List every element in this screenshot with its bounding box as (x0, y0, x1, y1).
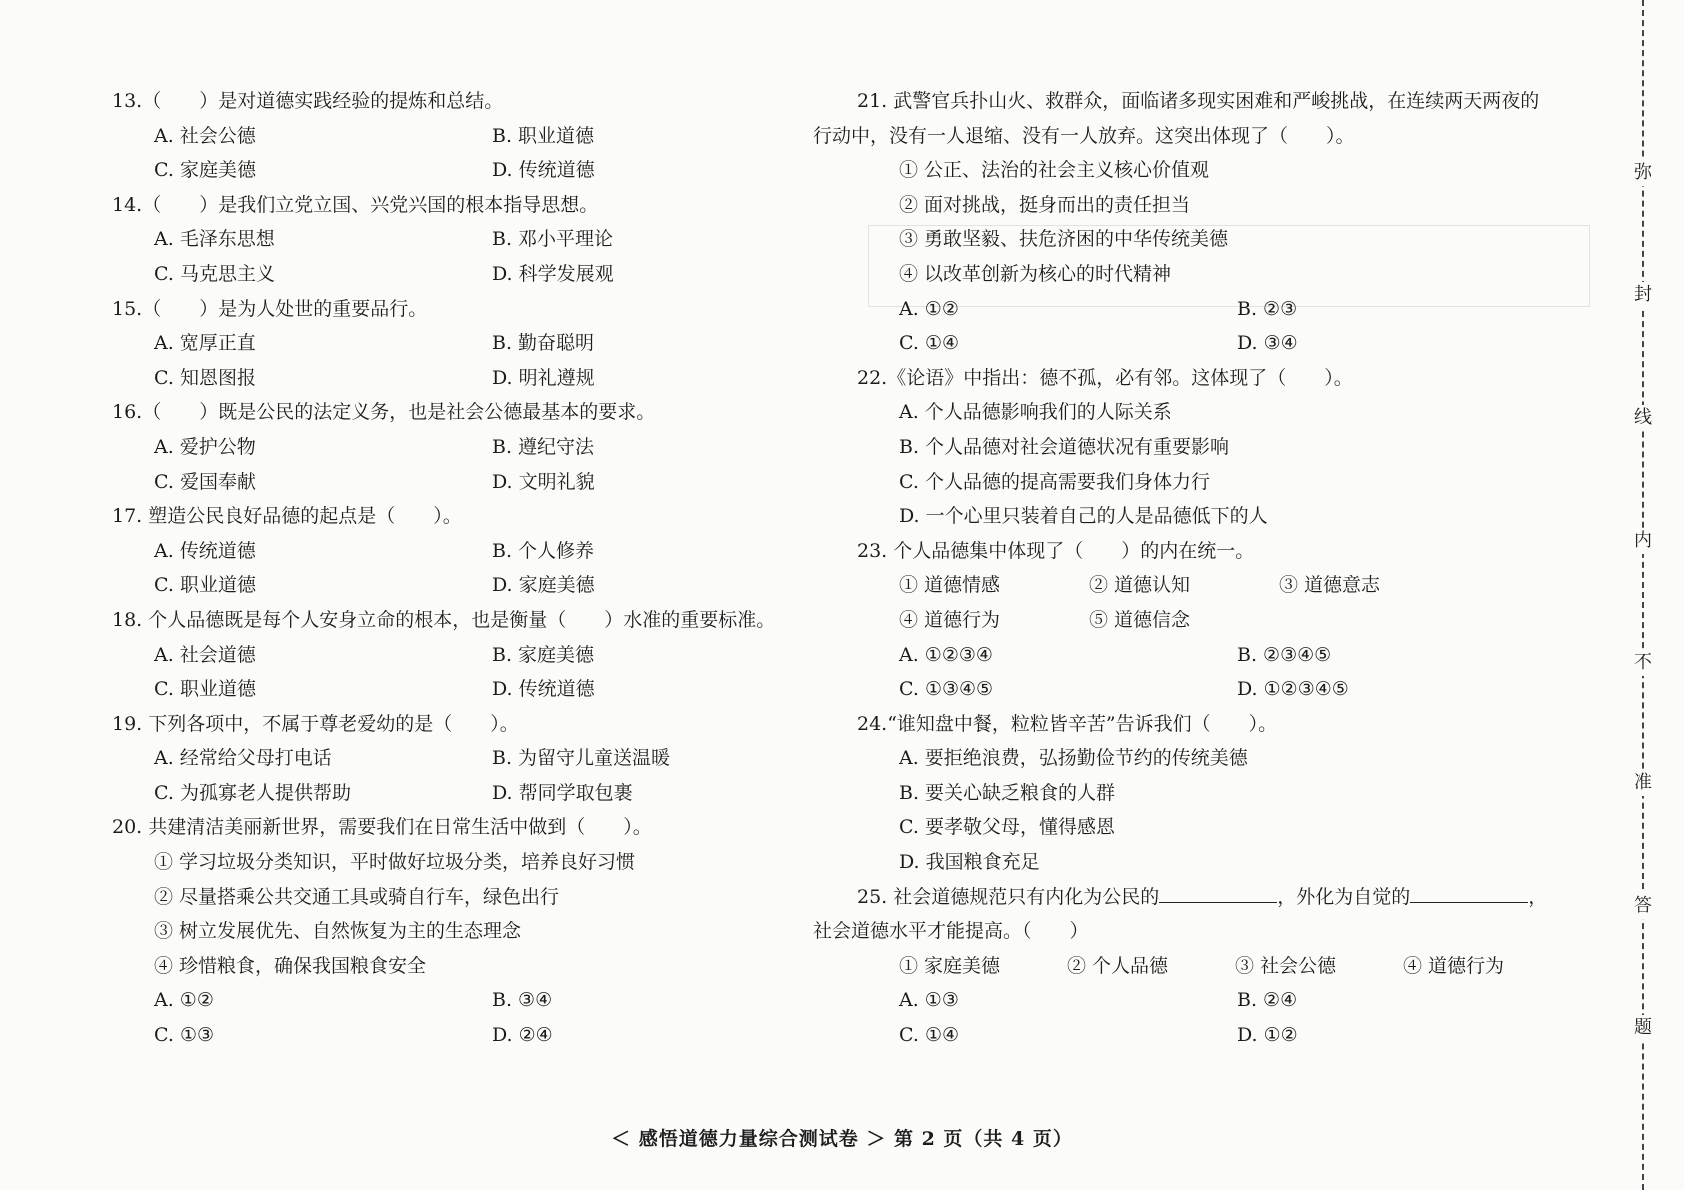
binding-char: 线 (1630, 405, 1656, 431)
question-stem: 16.（ ）既是公民的法定义务，也是社会公德最基本的要求。 (112, 401, 656, 424)
option-d: D. 家庭美德 (492, 574, 595, 597)
question-stem: 19. 下列各项中，不属于尊老爱幼的是（ ）。 (112, 712, 519, 735)
question-stem-continued: 社会道德水平才能提高。（ ） (813, 920, 1089, 943)
binding-char: 不 (1630, 650, 1656, 676)
question-17 (112, 499, 802, 603)
question-16 (112, 395, 802, 499)
option-c: C. 爱国奉献 (154, 470, 256, 493)
option-c: C. ①④ (899, 1024, 960, 1047)
question-stem: 20. 共建清洁美丽新世界，需要我们在日常生活中做到（ ）。 (112, 816, 652, 839)
option-a: A. 传统道德 (154, 539, 256, 562)
option-b: B. ②③④⑤ (1237, 643, 1332, 666)
question-stem: 21. 武警官兵扑山火、救群众，面临诸多现实困难和严峻挑战，在连续两天两夜的 (857, 90, 1540, 112)
binding-char: 题 (1630, 1015, 1656, 1041)
question-stem: 24.“谁知盘中餐，粒粒皆辛苦”告诉我们（ ）。 (857, 712, 1278, 735)
statement-4: ④ 道德行为 (1403, 954, 1505, 977)
option-d: D. 我国粮食充足 (899, 851, 1040, 874)
page-footer: ＜ 感悟道德力量综合测试卷 ＞ 第 2 页（共 4 页） (611, 1128, 1073, 1150)
option-c: C. 知恩图报 (154, 366, 256, 389)
question-19 (112, 707, 802, 811)
binding-char: 准 (1630, 770, 1656, 796)
option-c: C. 为孤寡老人提供帮助 (154, 781, 351, 804)
statement-4: ④ 珍惜粮食，确保我国粮食安全 (154, 954, 427, 977)
statement-5: ⑤ 道德信念 (1089, 608, 1191, 631)
option-b: B. ②③ (1237, 297, 1298, 320)
binding-margin (1604, 0, 1684, 1190)
option-a: A. ①②③④ (899, 643, 993, 666)
option-a: A. ①② (154, 989, 214, 1012)
question-stem: 22.《论语》中指出：德不孤，必有邻。这体现了（ ）。 (857, 366, 1353, 389)
question-stem: 17. 塑造公民良好品德的起点是（ ）。 (112, 505, 462, 528)
option-b: B. 家庭美德 (492, 643, 595, 666)
question-stem: 18. 个人品德既是每个人安身立命的根本，也是衡量（ ）水准的重要标准。 (112, 608, 776, 631)
statement-1: ① 学习垃圾分类知识，平时做好垃圾分类，培养良好习惯 (154, 851, 636, 874)
statement-4: ④ 以改革创新为核心的时代精神 (899, 262, 1172, 285)
statement-3: ③ 勇敢坚毅、扶危济困的中华传统美德 (899, 228, 1229, 251)
option-c: C. 职业道德 (154, 574, 256, 597)
question-stem: 23. 个人品德集中体现了（ ）的内在统一。 (857, 539, 1255, 562)
statement-2: ② 尽量搭乘公共交通工具或骑自行车，绿色出行 (154, 885, 560, 908)
binding-char: 答 (1630, 893, 1656, 919)
option-a: A. 爱护公物 (154, 435, 256, 458)
question-23 (857, 534, 1607, 707)
option-d: D. ②④ (492, 1024, 553, 1047)
option-b: B. 遵纪守法 (492, 435, 595, 458)
option-c: C. ①③④⑤ (899, 678, 994, 701)
left-column (112, 84, 802, 1053)
option-c: C. ①④ (899, 332, 960, 355)
binding-char: 弥 (1630, 160, 1656, 186)
question-24 (857, 707, 1607, 880)
option-d: D. 帮同学取包裹 (492, 781, 633, 804)
option-d: D. 传统道德 (492, 678, 595, 701)
option-a: A. 社会公德 (154, 124, 256, 147)
statement-2: ② 面对挑战，挺身而出的责任担当 (899, 193, 1191, 216)
statement-4: ④ 道德行为 (899, 608, 1001, 631)
statement-3: ③ 道德意志 (1279, 574, 1381, 597)
option-a: A. ①② (899, 297, 959, 320)
option-c: C. 马克思主义 (154, 262, 275, 285)
question-stem: 13.（ ）是对道德实践经验的提炼和总结。 (112, 90, 504, 112)
option-a: A. 要拒绝浪费，弘扬勤俭节约的传统美德 (899, 747, 1248, 770)
option-d: D. 传统道德 (492, 159, 595, 182)
option-d: D. ①② (1237, 1024, 1298, 1047)
question-14 (112, 188, 802, 292)
question-20 (112, 810, 802, 1052)
option-a: A. 宽厚正直 (154, 332, 256, 355)
question-22 (857, 361, 1607, 534)
option-c: C. ①③ (154, 1024, 215, 1047)
right-column (813, 84, 1607, 1053)
option-d: D. 明礼遵规 (492, 366, 595, 389)
stem-part-2: ，外化为自觉的 (1277, 885, 1411, 908)
option-b: B. ②④ (1237, 989, 1298, 1012)
statement-1: ① 家庭美德 (899, 954, 1001, 977)
question-stem: 14.（ ）是我们立党立国、兴党兴国的根本指导思想。 (112, 193, 599, 216)
option-c: C. 家庭美德 (154, 159, 256, 182)
answer-blank-1 (1159, 884, 1277, 903)
question-13 (112, 84, 802, 188)
option-b: B. ③④ (492, 989, 553, 1012)
statement-3: ③ 树立发展优先、自然恢复为主的生态理念 (154, 920, 522, 943)
question-15 (112, 292, 802, 396)
statement-2: ② 道德认知 (1089, 574, 1191, 597)
option-a: A. 经常给父母打电话 (154, 747, 332, 770)
question-21 (813, 84, 1607, 361)
option-b: B. 个人修养 (492, 539, 595, 562)
question-stem: 15.（ ）是为人处世的重要品行。 (112, 297, 428, 320)
binding-char: 封 (1630, 282, 1656, 308)
option-b: B. 邓小平理论 (492, 228, 614, 251)
stem-part-3: ， (1528, 885, 1548, 908)
option-d: D. ③④ (1237, 332, 1298, 355)
option-c: C. 职业道德 (154, 678, 256, 701)
statement-1: ① 道德情感 (899, 574, 1001, 597)
option-c: C. 要孝敬父母，懂得感恩 (899, 816, 1115, 839)
option-d: D. 文明礼貌 (492, 470, 595, 493)
option-d: D. 一个心里只装着自己的人是品德低下的人 (899, 505, 1268, 528)
option-a: A. ①③ (899, 989, 959, 1012)
option-d: D. 科学发展观 (492, 262, 614, 285)
question-stem (857, 880, 1607, 915)
option-d: D. ①②③④⑤ (1237, 678, 1349, 701)
stem-part-1: 25. 社会道德规范只有内化为公民的 (857, 885, 1160, 908)
option-b: B. 勤奋聪明 (492, 332, 595, 355)
statement-1: ① 公正、法治的社会主义核心价值观 (899, 159, 1210, 182)
option-a: A. 个人品德影响我们的人际关系 (899, 401, 1172, 424)
option-a: A. 社会道德 (154, 643, 256, 666)
option-b: B. 要关心缺乏粮食的人群 (899, 781, 1116, 804)
question-25 (813, 880, 1607, 1053)
question-18 (112, 603, 802, 707)
option-b: B. 为留守儿童送温暖 (492, 747, 671, 770)
option-a: A. 毛泽东思想 (154, 228, 275, 251)
option-b: B. 个人品德对社会道德状况有重要影响 (899, 435, 1230, 458)
question-stem-continued: 行动中，没有一人退缩、没有一人放弃。这突出体现了（ ）。 (813, 124, 1355, 147)
option-c: C. 个人品德的提高需要我们身体力行 (899, 470, 1210, 493)
statement-2: ② 个人品德 (1067, 954, 1169, 977)
binding-char: 内 (1630, 528, 1656, 554)
answer-blank-2 (1410, 884, 1528, 903)
statement-3: ③ 社会公德 (1235, 954, 1337, 977)
option-b: B. 职业道德 (492, 124, 595, 147)
